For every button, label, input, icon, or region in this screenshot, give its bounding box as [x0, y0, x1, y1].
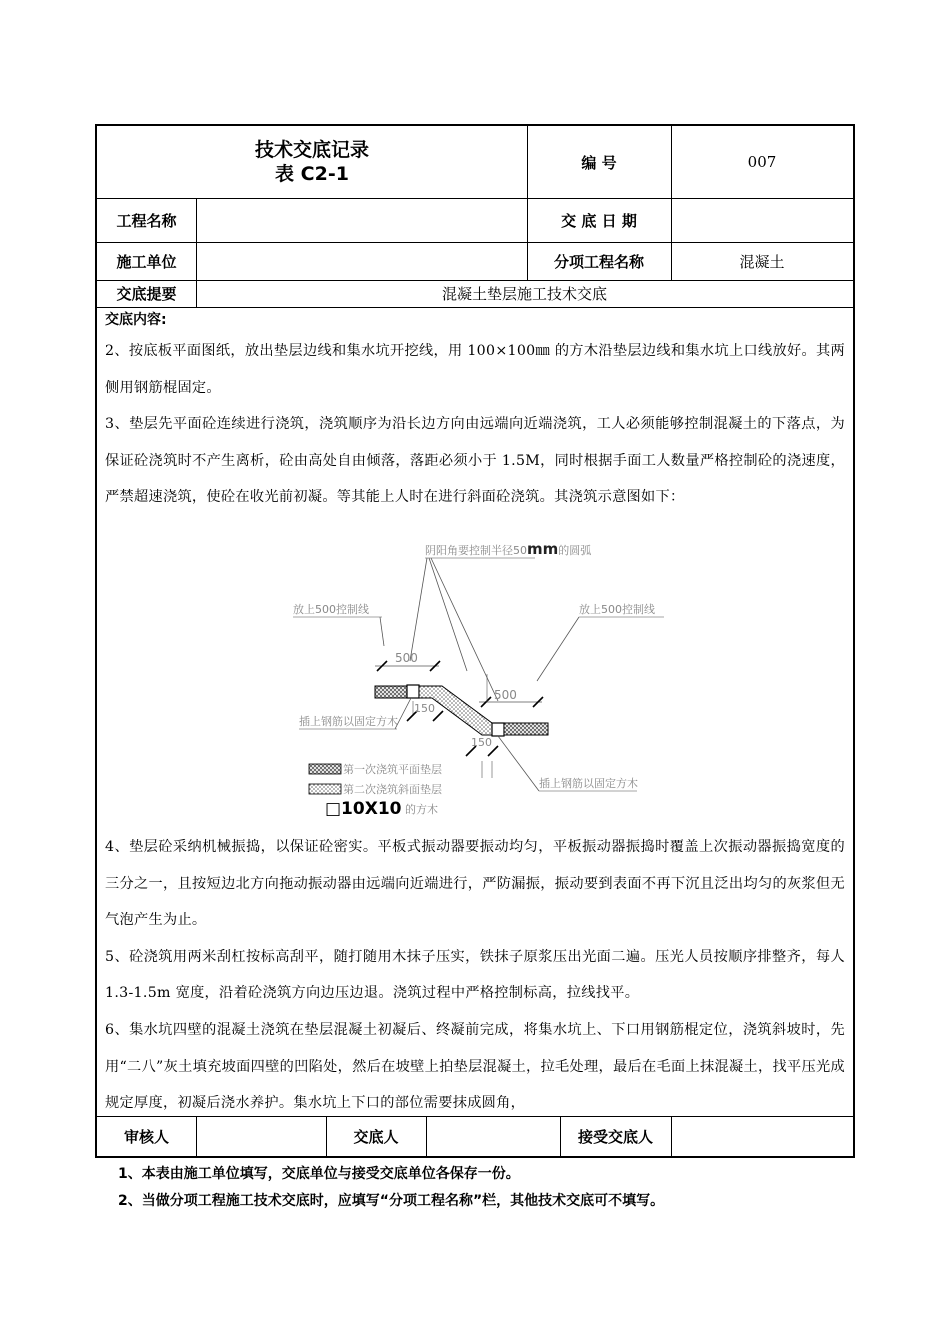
dim-left: 500 [395, 650, 418, 665]
grid-line [97, 280, 853, 281]
grid-line [426, 1116, 427, 1156]
legend-first-label: 第一次浇筑平面垫层 [343, 762, 442, 776]
grid-line [196, 198, 197, 307]
grid-line [97, 198, 853, 199]
summary-value[interactable]: 混凝土垫层施工技术交底 [441, 285, 607, 303]
content-paragraph-4: 4、垫层砼采纳机械振捣，以保证砼密实。平板式振动器要振动均匀，平板振动器振捣时覆盖上次振动器振捣宽度的三分之一，且按短边北方向拖动振动器由远端向近端进行，严防漏振，振动要到表面不再下沉且泛出均匀的灰浆但无气泡产生为止。 [105, 839, 845, 929]
content-paragraph-6: 6、集水坑四壁的混凝土浇筑在垫层混凝土初凝后、终凝前完成，将集水坑上、下口用钢筋棍定位，浇筑斜坡时，先用“二八”灰土填充坡面四壁的凹陷处，然后在坡壁上拍垫层混凝土，拉毛处理，最后在毛面上抹混凝土，找平压光成规定厚度，初凝后浇水养护。集水坑上下口的部位需要抹成圆角， [105, 1021, 845, 1112]
technical-briefing-form [95, 124, 855, 1158]
left-control-label: 放上500控制线 [293, 602, 369, 616]
briefing-content-continued [97, 829, 853, 1122]
receiver-label: 接受交底人 [577, 1127, 653, 1146]
project-name-label: 工程名称 [116, 211, 177, 230]
form-title: 技术交底记录 [254, 139, 369, 161]
date-field[interactable] [671, 198, 853, 242]
rebar-right-label: 插上钢筋以固定方木 [539, 776, 638, 790]
presenter-field[interactable] [426, 1116, 560, 1156]
dim-150-bottom: 150 [471, 735, 492, 749]
dim-150-top: 150 [414, 701, 435, 715]
briefing-content [97, 310, 853, 819]
legend-second-label: 第二次浇筑斜面垫层 [343, 782, 442, 796]
contractor-label: 施工单位 [116, 252, 177, 271]
footnote-1: 1、本表由施工单位填写，交底单位与接受交底单位各保存一份。 [118, 1166, 520, 1182]
number-label: 编 号 [581, 153, 617, 172]
dim-right: 500 [494, 687, 517, 702]
grid-line [97, 242, 853, 243]
sub-project-value[interactable]: 混凝土 [739, 252, 785, 271]
arc-note: 阴阳角要控制半径50mm的圆弧 [425, 539, 592, 558]
legend-timber-suffix: 的方木 [405, 802, 438, 816]
grid-line [97, 307, 853, 308]
grid-line [671, 126, 672, 280]
footnote-2: 2、当做分项工程施工技术交底时，应填写“分项工程名称”栏，其他技术交底可不填写。 [118, 1193, 665, 1209]
project-name-field[interactable] [196, 198, 527, 242]
receiver-field[interactable] [671, 1116, 853, 1156]
summary-label: 交底提要 [116, 285, 177, 303]
content-label: 交底内容: [105, 312, 167, 328]
content-paragraph-5: 5、砼浇筑用两米刮杠按标高刮平，随打随用木抹子压实，铁抹子原浆压出光面二遍。压光人员按顺序排整齐，每人 1.3-1.5m 宽度，沿着砼浇筑方向边压边退。浇筑过程中严格控制标高，拉线找平。 [105, 948, 845, 1002]
grid-line [196, 1116, 197, 1156]
sub-project-label: 分项工程名称 [553, 252, 644, 271]
date-label: 交 底 日 期 [561, 211, 637, 230]
legend-timber-size: □10X10 [325, 798, 402, 819]
content-paragraph-2: 2、按底板平面图纸，放出垫层边线和集水坑开挖线，用 100×100㎜ 的方木沿垫层边线和集水坑上口线放好。其两侧用钢筋棍固定。 [105, 343, 845, 396]
grid-line [326, 1116, 327, 1156]
grid-line [560, 1116, 561, 1156]
form-code: 表 C2-1 [275, 163, 349, 185]
rebar-left-label: 插上钢筋以固定方木 [299, 714, 398, 728]
legend-second-swatch [309, 784, 341, 794]
number-value[interactable]: 007 [747, 153, 777, 171]
grid-line [671, 1116, 672, 1156]
form-title-block [97, 126, 527, 198]
legend-first-swatch [309, 764, 341, 774]
reviewer-field[interactable] [196, 1116, 326, 1156]
grid-line [527, 126, 528, 280]
presenter-label: 交底人 [353, 1127, 399, 1146]
right-control-label: 放上500控制线 [579, 602, 655, 616]
content-paragraph-3: 3、垫层先平面砼连续进行浇筑，浇筑顺序为沿长边方向由远端向近端浇筑，工人必须能够控制混凝土的下落点，为保证砼浇筑时不产生离析，砼由高处自由倾落，落距必须小于 1.5M，同时根据手面工人数量严格控制砼的浇速度，严禁超速浇筑，使砼在收光前初凝。等其能上人时在进行斜面砼浇筑。其浇筑示意图如下： [105, 416, 845, 506]
reviewer-label: 审核人 [123, 1127, 169, 1146]
pouring-diagram [97, 516, 853, 819]
contractor-field[interactable] [196, 242, 527, 280]
